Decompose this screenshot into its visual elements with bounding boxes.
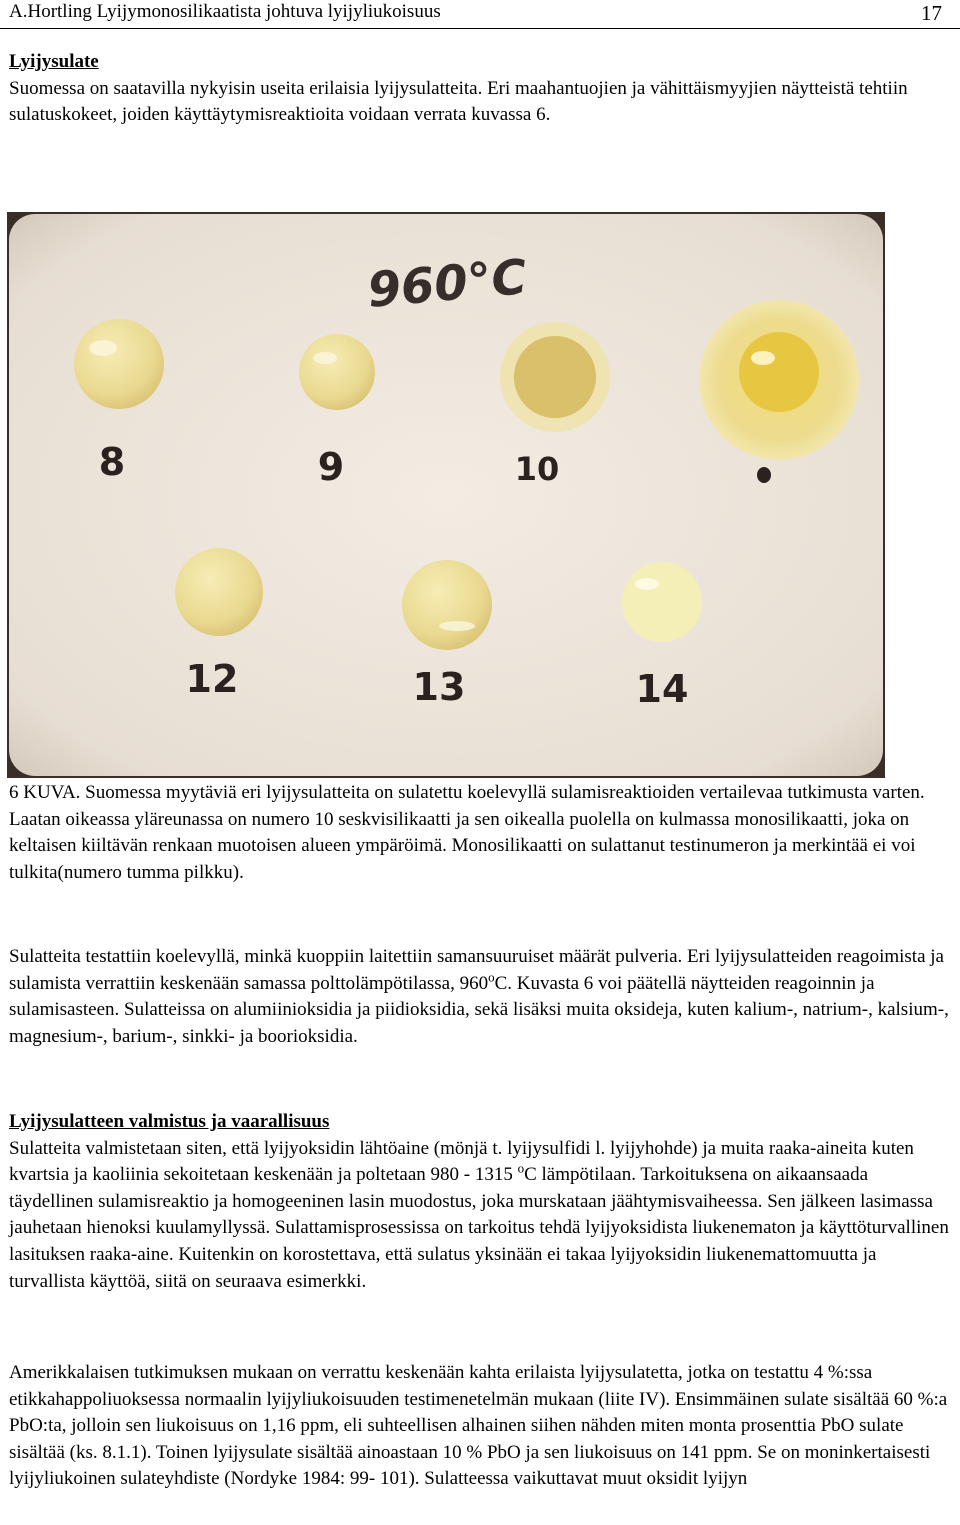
sample-number-10: 10 <box>514 450 560 488</box>
melt-sample-8 <box>74 319 164 409</box>
paragraph-testing <box>9 944 951 1050</box>
section-heading: Lyijysulatteen valmistus ja vaarallisuus <box>9 1111 330 1132</box>
running-title: A.Hortling Lyijymonosilikaatista johtuva lyijyliukoisuus <box>9 1 441 22</box>
sample-number-12: 12 <box>185 657 239 701</box>
sample-number-8: 8 <box>98 440 126 484</box>
header-rule <box>0 28 960 29</box>
paragraph-text: Sulatteita testattiin koelevyllä, minkä kuoppiin laitettiin samansuuruiset määrät pulveria. Eri lyijysulatteiden reagoimista ja sulamista verrattiin keskenään samassa polttolämpötilassa, 960 <box>9 946 944 994</box>
figure-caption: 6 KUVA. Suomessa myytäviä eri lyijysulatteita on sulatettu koelevyllä sulamisreaktioiden vertailevaa tutkimusta varten. Laatan oikeassa yläreunassa on numero 10 seskvisilikaatti ja sen oikealla puolella on kulmassa monosilikaatti, joka on keltaisen kiiltävän renkaan muotoisen alueen ympäröimä. Monosilikaatti on sulattanut testinumeron ja merkintää ei voi tulkita(numero tumma pilkku). <box>9 782 925 883</box>
page-number: 17 <box>921 1 942 25</box>
paragraph-text: Sulatteita valmistetaan siten, että lyijyoksidin lähtöaine (mönjä t. lyijysulfidi l. lyijyhohde) ja muita raaka-aineita kuten kvartsia ja kaoliinia sekoitetaan keskenään ja poltetaan 980 - 1315 <box>9 1137 914 1186</box>
melt-sample-12 <box>175 548 263 636</box>
melt-sample-13 <box>402 560 492 650</box>
section-paragraph: Suomessa on saatavilla nykyisin useita erilaisia lyijysulatteita. Eri maahantuojien ja vähittäismyyjien näytteistä tehtiin sulatuskokeet, joiden käyttäytymisreaktioita voidaan verrata kuvassa 6. <box>9 77 908 126</box>
section-valmistus <box>9 1109 951 1295</box>
degree-superscript: o <box>488 969 495 985</box>
degree-superscript: o <box>517 1160 525 1176</box>
paragraph-american-study: Amerikkalaisen tutkimuksen mukaan on verrattu keskenään kahta erilaista lyijysulatetta, jotka on testattu 4 %:ssa etikkahappoliuoksessa normaalin lyijyliukoisuuden testimenetelmän mukaan (liite IV). Ensimmäinen sulate sisältää 60 %:a PbO:ta, jolloin sen liukoisuus on 1,16 ppm, eli suhteellisen alhainen siihen nähden miten monta prosenttia PbO sulate sisältää (ks. 8.1.1). Toinen lyijysulate sisältää ainoastaan 10 % PbO ja sen liukoisuus on 141 ppm. Se on moninkertaisesti lyijyliukoinen sulateyhdiste (Nordyke 1984: 99- 101). Sulatteessa vaikuttavat muut oksidit lyijyn <box>9 1362 948 1490</box>
melt-sample-14 <box>622 562 702 642</box>
melt-sample-9 <box>299 334 375 410</box>
figure-6-photo <box>7 212 885 778</box>
melt-sample-10 <box>500 322 610 432</box>
sample-number-13: 13 <box>412 665 466 709</box>
section-heading: Lyijysulate <box>9 51 99 72</box>
paragraph-text: C lämpötilaan. Tarkoituksena on aikaansaada täydellinen sulamisreaktio ja homogeeninen lasin muodostus, joka murskataan jäähtymisvaiheessa. Sen jälkeen lasimassa jauhetaan hienoksi kuulamyllyssä. Sulattamisprosessissa on tarkoitus tehdä lyijyoksidista liukenematon ja käyttöturvallinen lasituksen raaka-aine. Kuitenkin on korostettava, että sulatus yksinään ei takaa lyijyoksidin liukenemattomuutta ja turvallista käyttöä, siitä on seuraava esimerkki. <box>9 1164 949 1292</box>
paragraph-text: C. Kuvasta 6 voi päätellä näytteiden reagoinnin ja sulamisasteen. Sulatteissa on alumiinioksidia ja piidioksidia, sekä lisäksi muita oksideja, kuten kalium-, natrium-, kalsium-, magnesium-, barium-, sinkki- ja boorioksidia. <box>9 972 949 1047</box>
temperature-label: 960°C <box>365 249 530 319</box>
section-lyijysulate <box>9 49 951 129</box>
sample-number-9: 9 <box>317 445 345 489</box>
sample-number-14: 14 <box>635 667 689 711</box>
